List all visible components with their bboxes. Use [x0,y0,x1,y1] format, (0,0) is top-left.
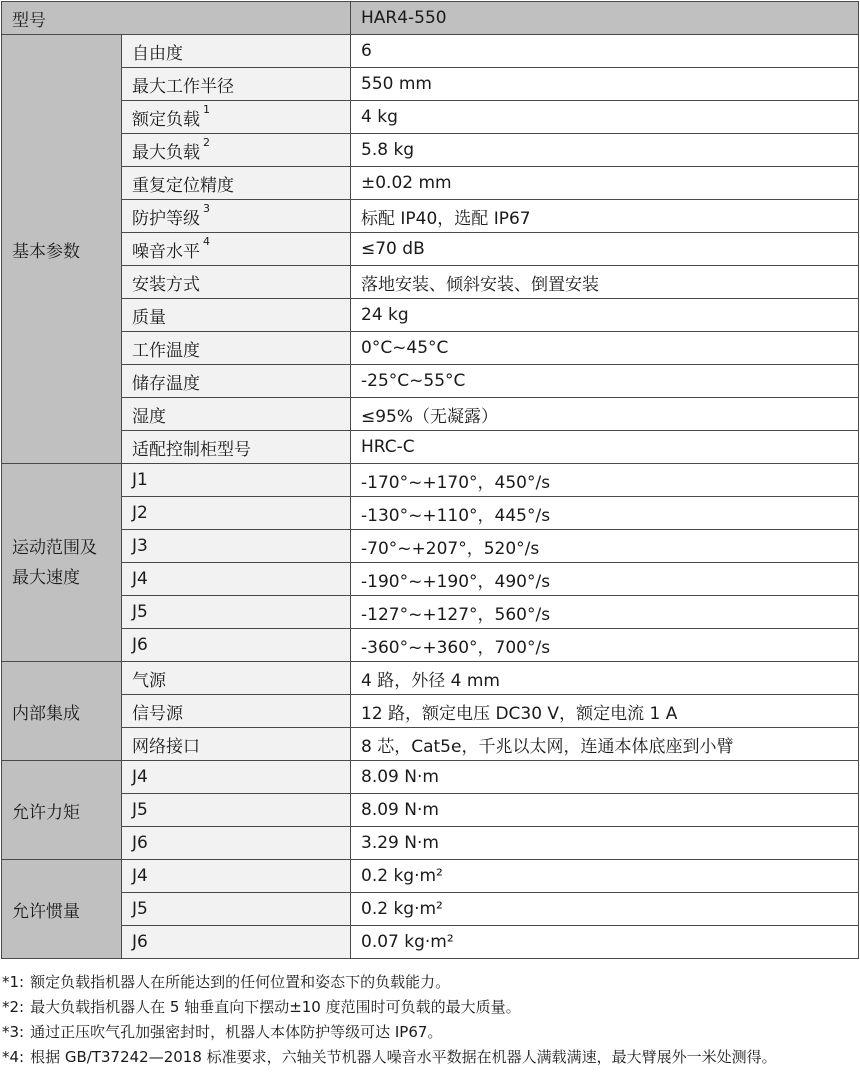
footnote-text: 额定负载指机器人在所能达到的任何位置和姿态下的负载能力。 [30,973,451,991]
row-label: 适配控制柜型号 [122,431,351,464]
row-value: 0°C~45°C [351,332,859,365]
row-label: 质量 [122,299,351,332]
table-row [2,794,859,827]
row-value: 12 路，额定电压 DC30 V，额定电流 1 A [351,695,859,728]
row-value: -170°~+170°，450°/s [351,464,859,497]
row-value: -70°~+207°，520°/s [351,530,859,563]
row-value: 4 kg [351,101,859,134]
footnote [2,970,860,995]
model-value: HAR4-550 [351,2,859,35]
group-allowable-torque: 允许力矩 [2,761,122,860]
table-row [2,365,859,398]
row-value: 8.09 N·m [351,794,859,827]
table-row [2,233,859,266]
row-label: J4 [122,761,351,794]
row-value: 24 kg [351,299,859,332]
row-label: 储存温度 [122,365,351,398]
footnote-text: 最大负载指机器人在 5 轴垂直向下摆动±10 度范围时可负载的最大质量。 [30,998,521,1016]
group-internal-integration: 内部集成 [2,662,122,761]
row-value: 标配 IP40，选配 IP67 [351,200,859,233]
row-label: 气源 [122,662,351,695]
table-row [2,596,859,629]
row-label: 额定负载$^1$ [122,101,351,134]
row-value: -130°~+110°，445°/s [351,497,859,530]
table-row [2,167,859,200]
table-row [2,101,859,134]
row-label: 重复定位精度 [122,167,351,200]
row-label: J5 [122,596,351,629]
table-row [2,860,859,893]
footnote [2,1020,860,1045]
footnote-ref: 1 [203,102,210,116]
row-label: J6 [122,827,351,860]
footnote-mark: *4: [2,1048,25,1066]
row-value: 550 mm [351,68,859,101]
row-label: 湿度 [122,398,351,431]
row-value: 5.8 kg [351,134,859,167]
footnote-mark: *2: [2,998,25,1016]
row-label: 最大工作半径 [122,68,351,101]
table-row [2,497,859,530]
group-name-line: 运动范围及 [12,537,97,558]
table-row [2,695,859,728]
footnote [2,995,860,1020]
table-row [2,431,859,464]
footnote-mark: *1: [2,973,25,991]
table-row [2,827,859,860]
group-motion-range [2,464,122,662]
table-row [2,629,859,662]
row-label: 自由度 [122,35,351,68]
table-row [2,728,859,761]
table-row [2,761,859,794]
row-value: -190°~+190°，490°/s [351,563,859,596]
table-row [2,398,859,431]
row-label: J1 [122,464,351,497]
row-label: 安装方式 [122,266,351,299]
row-value: 落地安装、倾斜安装、倒置安装 [351,266,859,299]
row-label: J5 [122,794,351,827]
row-value: 0.2 kg·m² [351,860,859,893]
row-label: J6 [122,629,351,662]
row-value: 0.07 kg·m² [351,926,859,959]
row-label: J2 [122,497,351,530]
footnote-ref: 3 [203,201,210,215]
row-label: J6 [122,926,351,959]
header-row [2,2,859,35]
model-label: 型号 [2,2,351,35]
row-value: -360°~+360°，700°/s [351,629,859,662]
row-label: J5 [122,893,351,926]
footnotes [2,970,860,1070]
row-value: 3.29 N·m [351,827,859,860]
row-value: ±0.02 mm [351,167,859,200]
spec-table [1,1,859,959]
row-value: -127°~+127°，560°/s [351,596,859,629]
row-value: 8.09 N·m [351,761,859,794]
table-row [2,134,859,167]
table-row [2,35,859,68]
group-name-line: 最大速度 [12,567,80,588]
row-value: ≤95%（无凝露） [351,398,859,431]
row-value: HRC-C [351,431,859,464]
group-allowable-inertia: 允许惯量 [2,860,122,959]
table-row [2,893,859,926]
group-basic-params: 基本参数 [2,35,122,464]
row-label: J4 [122,563,351,596]
row-label: 网络接口 [122,728,351,761]
row-value: 0.2 kg·m² [351,893,859,926]
row-label: 工作温度 [122,332,351,365]
footnote-text: 通过正压吹气孔加强密封时，机器人本体防护等级可达 IP67。 [30,1023,443,1041]
row-value: -25°C~55°C [351,365,859,398]
row-label: 噪音水平$^4$ [122,233,351,266]
table-row [2,200,859,233]
row-value: 6 [351,35,859,68]
row-label: 防护等级$^3$ [122,200,351,233]
table-row [2,266,859,299]
table-row [2,530,859,563]
footnote-text: 根据 GB/T37242—2018 标准要求，六轴关节机器人噪音水平数据在机器人满载满速，最大臂展外一米处测得。 [30,1048,777,1066]
table-row [2,332,859,365]
row-label: J3 [122,530,351,563]
table-row [2,926,859,959]
footnote [2,1045,860,1070]
table-row [2,68,859,101]
table-row [2,563,859,596]
row-label: 信号源 [122,695,351,728]
row-label: 最大负载$^2$ [122,134,351,167]
row-value: ≤70 dB [351,233,859,266]
table-row [2,464,859,497]
footnote-ref: 4 [203,234,210,248]
row-value: 8 芯，Cat5e，千兆以太网，连通本体底座到小臂 [351,728,859,761]
footnote-mark: *3: [2,1023,25,1041]
row-value: 4 路，外径 4 mm [351,662,859,695]
footnote-ref: 2 [203,135,210,149]
row-label: J4 [122,860,351,893]
table-row [2,299,859,332]
table-row [2,662,859,695]
